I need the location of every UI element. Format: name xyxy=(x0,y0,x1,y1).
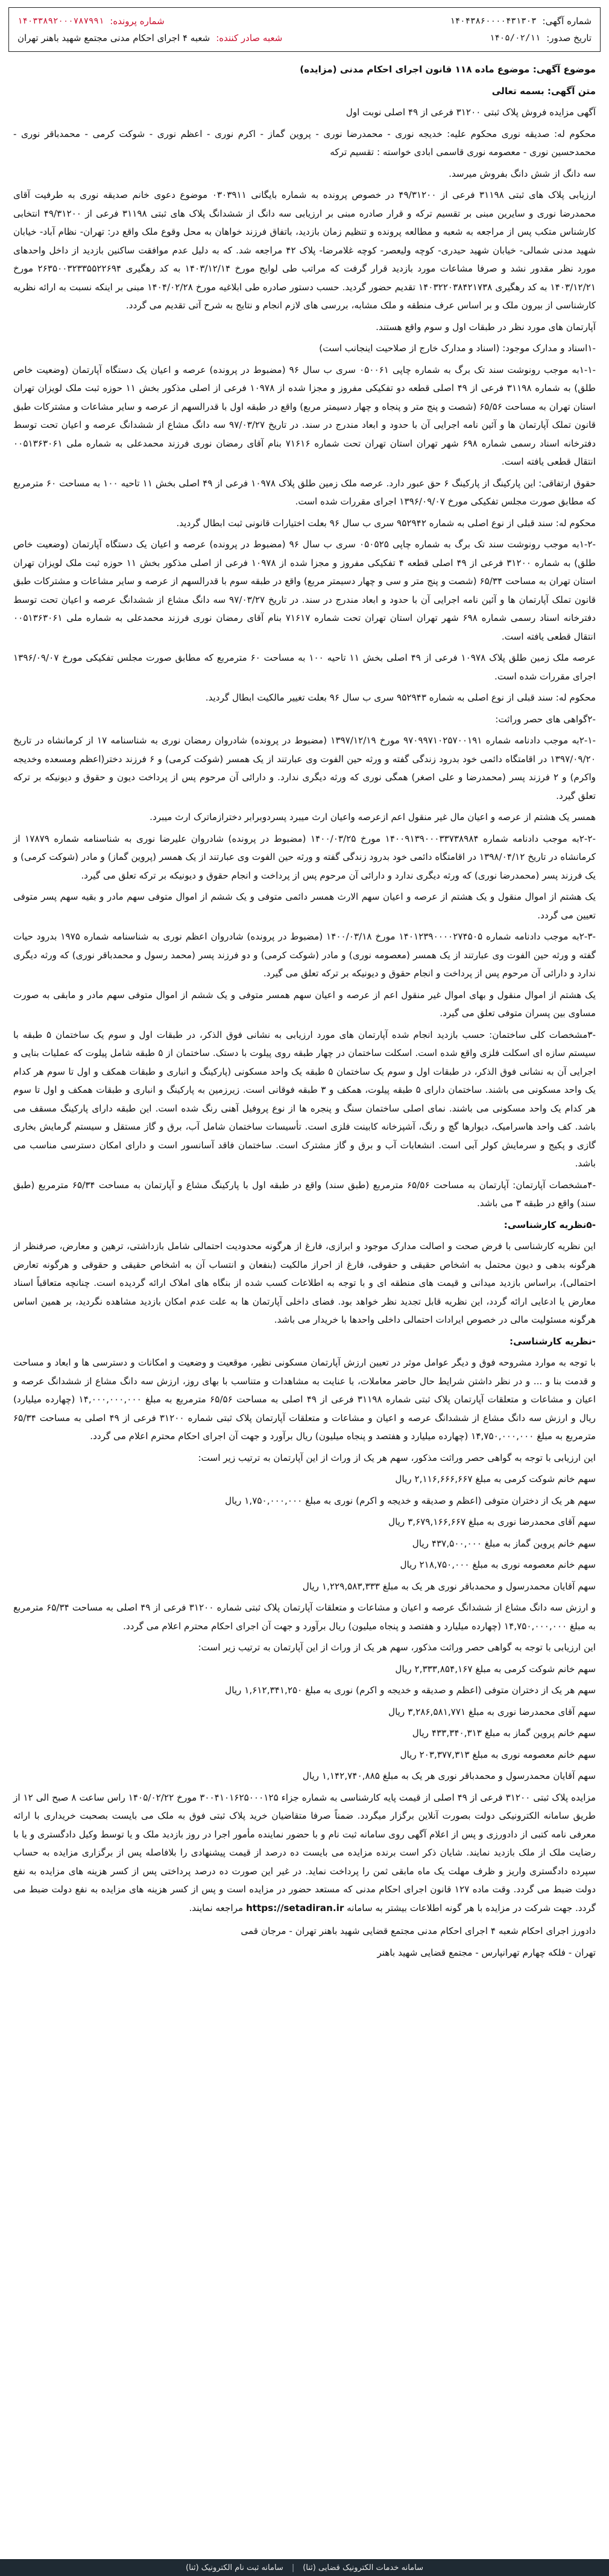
notice-number-label: شماره آگهی: xyxy=(542,16,592,27)
heirs-intro-a: این ارزیابی با توجه به گواهی حصر وراثت مذکور، سهم هر یک از وراث از این آپارتمان به ترتیب زیر است: xyxy=(198,1452,596,1463)
paragraph-documents-heading: -۱اسناد و مدارک موجود: (اسناد و مدارک خارج از صلاحیت اینجانب است) xyxy=(319,343,596,354)
paragraph-apartment-specs: -۴مشخصات آپارتمان: آپارتمان به مساحت ۶۵/۵۶ مترمربع (طبق سند) واقع در طبقه اول با پارکینگ مشاع و آپارتمان به مساحت ۶۵/۳۴ مترمربع (طبق سند) واقع در طبقه ۳ می باشد. xyxy=(13,1179,596,1209)
footer-bar xyxy=(0,2559,609,2576)
heir-share-line: سهم آقایان محمدرسول و محمدباقر نوری هر یک به مبلغ ۱,۱۴۲,۷۴۰,۸۸۵ ریال xyxy=(302,1770,596,1781)
paragraph-expert-disclaimer: این نظریه کارشناسی با فرض صحت و اصالت مدارک موجود و ابرازی، فارغ از هرگونه محدودیت احتمالی شامل بازداشتی، ترهین و معارض، صرفنظر از هرگونه بدهی و دیون محتمل به اشخاص حقیقی و حقوقی، فارغ از احراز مالکیت (بنفعان و انتساب آن به اشخاص حقیقی و حقوقی و هرگونه تعارض احتمالی)، براساس بازدید میدانی و قیمت های منطقه ای و با توجه به اطلاعات کسب شده از بنگاه های املاک ارائه گردیده است. چنانچه متعاقباً اسناد معارض یا ادعایی ارائه گردد، این نظریه قابل تجدید نظر خواهد بود. فضای داخلی آپارتمان ها به علت عدم امکان بازدید مشاهده نگردید، بر همین اساس هرگونه مسئولیت مالی در خصوص ایرادات احتمالی داخلی واحدها با خریدار می باشد. xyxy=(13,1241,596,1325)
heir-share-line: سهم خانم پروین گماز به مبلغ ۴۳۳,۳۴۰,۳۱۳ ریال xyxy=(412,1728,596,1738)
paragraph-expert-opinion-heading-2: -نظریه کارشناسی: xyxy=(510,1335,596,1347)
court-address: تهران - فلکه چهارم تهرانپارس - مجتمع قضایی شهید باهنر xyxy=(377,1947,596,1958)
header-row-top xyxy=(17,13,592,30)
paragraph-prior-deed-2: محکوم له: سند قبلی از نوع اصلی به شماره ۹۵۲۹۴۳ سری ب سال ۹۶ بعلت تغییر مالکیت ابطال گردید. xyxy=(205,692,596,703)
notice-body xyxy=(0,52,609,1962)
issue-date-label: تاریخ صدور: xyxy=(546,33,592,43)
paragraph-valuation-2: و ارزش سه دانگ مشاع از ششدانگ عرصه و اعیان و مشاعات و متعلقات آپارتمان پلاک ثبتی شماره ۳۱۲۰۰ فرعی از ۴۹ اصلی به مساحت ۶۵/۳۴ مترمربع به مبلغ ۱۴,۷۵۰,۰۰۰,۰۰۰ (چهارده میلیارد و هفتصد و پنجاه میلیون) ریال برآورد و جهت آن اجرای احکام محترم اعلام می گردد. xyxy=(13,1602,596,1632)
setad-link[interactable]: https://setadiran.ir xyxy=(245,1902,344,1913)
heir-share-line: سهم خانم شوکت کرمی به مبلغ ۲,۱۱۶,۶۶۶,۶۶۷ ریال xyxy=(395,1474,596,1484)
file-number xyxy=(17,16,165,27)
paragraph-land: عرصه ملک زمین طلق پلاک ۱۰۹۷۸ فرعی از ۴۹ اصلی بخش ۱۱ تاحیه ۱۰۰ به مساحت ۶۰ مترمربع که مطابق صورت مجلس تفکیکی مورخ ۱۳۹۶/۰۹/۰۷ اجرای مقررات شده است. xyxy=(13,652,596,682)
notice-text-heading: متن آگهی: بسمه تعالی xyxy=(491,85,596,97)
signature-line: دادورز اجرای احکام شعبه ۴ اجرای احکام مدنی مجتمع قضایی شهید باهنر تهران - مرجان قمی xyxy=(241,1926,596,1936)
notice-number xyxy=(450,16,592,27)
heir-share-line: سهم آقایان محمدرسول و محمدباقر نوری هر یک به مبلغ ۱,۲۲۹,۵۸۳,۳۳۳ ریال xyxy=(302,1580,596,1592)
branch-label: شعبه صادر کننده: xyxy=(216,33,283,43)
heir-share-line: سهم خانم معصومه نوری به مبلغ ۲۱۸,۷۵۰,۰۰۰ ریال xyxy=(400,1559,596,1570)
paragraph-deed-2: -۱-۲به موجب رونوشت سند تک برگ به شماره چاپی ۰۵۰۵۲۵ سری ب سال ۹۶ (مضبوط در پرونده) عرصه و اعیان یک دستگاه آپارتمان (وضعیت خاص طلق) به شماره ۳۱۲۰۰ فرعی از ۴۹ اصلی قطعه ۴ تفکیکی مفروز و مجزا شده از ۱۰۹۷۸ فرعی از اصلی مذکور بخش ۱۱ حوزه ثبت ملک لویزان تهران استان تهران به مساحت ۶۵/۳۴ (شصت و پنج متر و سی و چهار دسیمتر مربع) واقع در طبقه سوم با قدرالسهم از عرصه و سایر مشاعات و مشترکات طبق قانون تملک آپارتمان ها و آئین نامه اجرایی آن با حدود و ابعاد مندرج در سند. در تاریخ ۹۷/۰۳/۲۷ سه دانگ مشاع از ششدانگ عرصه و اعیان تحت توسط دفترخانه اسناد رسمی شماره ۶۹۸ شهر تهران استان تهران تحت شماره ۷۱۶۱۷ بنام آقای رمضان نوری فرزند محمدعلی به شماره ملی ۰۰۵۱۳۶۳۰۶۱ انتقال قطعی یافته است. xyxy=(13,539,596,642)
paragraph-inheritance-heading: -۲گواهی های حصر وراثت: xyxy=(495,713,596,725)
paragraph-floors: آپارتمان های مورد نظر در طبقات اول و سوم واقع هستند. xyxy=(376,321,596,332)
heir-share-line: سهم هر یک از دختران متوفی (اعظم و صدیقه و خدیجه و اکرم) نوری به مبلغ ۱,۷۵۰,۰۰۰,۰۰۰ ریال xyxy=(225,1495,596,1506)
paragraph-inheritance-2: -۲-۲به موجب دادنامه شماره ۱۴۰۰۹۱۳۹۰۰۰۳۳۷۳۸۹۸۴ مورخ ۱۴۰۰/۰۳/۲۵ (مضبوط در پرونده) شادروان علیرضا نوری به شناسنامه شماره ۱۷۸۷۹ از کرمانشاه در تاریخ ۱۳۹۸/۰۴/۱۲ در اقامتگاه دائمی خود بدرود زندگی گفته و ورثه حین الفوت وی عبارتند از یک همسر (پروین گماز) و مادر (شوکت کرمی) و یک فرزند پسر (محمدرضا نوری) که ورثه دیگری ندارد و دارائی آن مرحوم پس از پرداخت و انجام حقوق و دیونیکه بر ترکه تعلق می گیرد. xyxy=(13,833,596,881)
paragraph-inheritance-2-shares: یک هشتم از اموال منقول و یک هشتم از عرصه و اعیان سهم الارث همسر دائمی متوفی و یک ششم از اموال متوفی سهم مادر و بقیه سهم پسر متوفی تعیین می گردد. xyxy=(13,891,596,921)
notice-subject: موضوع آگهی: موضوع ماده ۱۱۸ قانون اجرای احکام مدنی (مزایده) xyxy=(300,64,596,75)
paragraph-appraisal: ارزیابی پلاک های ثبتی ۳۱۱۹۸ فرعی از ۴۹/۳۱۲۰۰ در خصوص پرونده به شماره بایگانی ۰۳۰۳۹۱۱ موضوع دعوی خانم صدیقه نوری به طرفیت آقای محمدرضا نوری و سایرین مبنی بر تقسیم ترکه و قرار صادره مبنی بر ارزیابی سه دانگ از ششدانگ پلاک های ثبتی ۳۱۱۹۸ فرعی از ۴۹/۳۱۲۰۰ انتخابی کارشناس متکب پس از مراجعه به شعبه و مطالعه پرونده و تنظیم زمان بازدید، باتفاق فرزند خواهان به محل وقوع ملک واقع در: تهران- نظام آباد- خیابان شهید مدنی شمالی- خیابان شهید حیدری- کوچه ولیعصر- کوچه غلامرضا- پلاک ۴۲ مراجعه شد. که به دلیل عدم موافقت ساکنین بازدید از داخل واحدهای مورد نظر مقدور نشد و صرفا مشاعات مورد بازدید قرار گرفت که مراتب طی لوایح مورخ ۱۴۰۳/۱۲/۱۴ به کد رهگیری ۲۶۳۵۰۰۳۲۳۳۵۵۲۲۶۹۴ مورخ ۱۴۰۳/۱۲/۲۱ به کد رهگیری ۱۴۰۳۲۲۰۳۸۴۲۱۷۳۸ تقدیم حضور گردید. حسب دستور صادره طی ابلاغیه مورخ ۱۴۰۴/۰۲/۲۸ مبنی بر اینکه نسبت به ارائه نظریه کارشناسی از بیرون ملک و بر اساس عرف منطقه و ملک مشابه، بررسی های لازم انجام و نتایج به شرح آتی تقدیم می گردد. xyxy=(13,189,596,311)
heir-share-line: سهم خانم پروین گماز به مبلغ ۴۳۷,۵۰۰,۰۰۰ ریال xyxy=(412,1538,596,1549)
paragraph-inheritance-1-shares: همسر یک هشتم از عرصه و اعیان مال غیر منقول اعم ازعرصه واعیان ارث میبرد پسردوبرابر دخترازماترک ارث میبرد. xyxy=(150,812,596,822)
header-row-bottom xyxy=(17,30,592,46)
auction-terms-end: مراجعه نمایند. xyxy=(189,1902,244,1913)
paragraph-easement: حقوق ارتفاقی: این پارکینگ از پارکینگ ۶ حق عبور دارد. عرصه ملک زمین طلق پلاک ۱۰۹۷۸ فرعی از ۴۹ اصلی بخش ۱۱ تاحیه ۱۰۰ به مساحت ۶۰ مترمربع که مطابق صورت مجلس تفکیکی مورخ ۱۳۹۶/۰۹/۰۷ اجرای مقررات شده است. xyxy=(13,477,596,507)
paragraph-inheritance-1: -۲-۱به موجب دادنامه شماره ۹۷۰۹۹۷۱۰۲۵۷۰۰۱۹۱ مورخ ۱۳۹۷/۱۲/۱۹ (مضبوط در پرونده) شادروان رمضان نوری به شناسنامه ۱۷ از کرمانشاه در تاریخ ۱۳۹۷/۰۹/۲۰ در اقامتگاه دائمی خود بدرود زندگی گفته و ورثه حین الفوت وی عبارتند از یک همسر (شوکت کرمی) و ۶ فرزند دختر(اعظم ومسعده وخدیجه واکرم) و ۲ فرزند پسر (محمدرضا و علی اصغر) همگی نوری که ورثه دیگری ندارد. و دارائی آن مرحوم پس از پرداخت دیون و حقوق و دیونیکه بر ترکه تعلق گیرد. xyxy=(13,735,596,801)
heir-share-line: سهم آقای محمدرضا نوری به مبلغ ۳,۶۷۹,۱۶۶,۶۶۷ ریال xyxy=(388,1516,596,1527)
paragraph-inheritance-3-shares: یک هشتم از اموال منقول و بهای اموال غیر منقول اعم از عرصه و اعیان سهم همسر متوفی و یک ششم از اموال متوفی سهم مادر و مابقی به صورت مساوی بین پسران متوفی تعلق می گیرد. xyxy=(13,989,596,1019)
paragraph-building-specs: -۳مشخصات کلی ساختمان: حسب بازدید انجام شده آپارتمان های مورد ارزیابی به نشانی فوق الذکر، در طبقات اول و سوم یک ساختمان ۵ طبقه با سیستم سازه ای اسکلت فلزی واقع شده است. اسکلت ساختمان در چهار طبقه روی پیلوت با دستک. ساختمان از ۵ طبقه شامل پیلوت که عملیات بنایی و اجرایی آن به نشانی فوق الذکر، در طبقات اول و سوم یک ساختمان ۵ طبقه یک واحد مسکونی (پارکینگ و انباری و طبقات همکف و اول تا سوم هر کدام یک واحد مسکونی می باشند. ساختمان دارای ۵ طبقه پیلوت، همکف و ۳ طبقه فوقانی است. زیرزمین به پارکینگ و انباری و طبقات همکف و اول تا سوم هر کدام یک واحد مسکونی می باشند. نمای اصلی ساختمان سنگ و پنجره ها از نوع پروفیل آهنی رنگ شده است. این طبقه دارای پارکینگ مسقف می باشد. کف واحد هاسرامیک، دیوارها گچ و رنگ، آشپزخانه کابینت فلزی است. تأسیسات ساختمان شامل آب، برق و گاز مستقل و سیستم گرمایش بخاری گازی و پکیج و سرمایش کولر آبی است. انشعابات آب و برق و گاز مشترک است. ساختمان فاقد آسانسور است و دارای امکان دسترسی مناسب می باشد. xyxy=(13,1029,596,1169)
auction-terms-text: مزایده پلاک ثبتی ۳۱۲۰۰ فرعی از ۴۹ اصلی از قیمت پایه کارشناسی به شماره جزاء ۳۰۰۴۱۰۱۶۲۵۰۰۰۱۲۵ مورخ ۱۴۰۵/۰۲/۲۲ راس ساعت ۸ صبح الی ۱۲ از طریق سامانه الکترونیکی دولت بصورت آنلاین برگزار میگردد. ضمناً صرفا متقاضیان خرید پلاک ثبتی فوق به ملک می بایست بصحبت خریداری با ارائه معرفی نامه کتبی از دادورزی و پس از اعلام آگهی روی سامانه ثبت نام و با حضور نماینده مأمور اجرا در روز بازدید ملک و یا توسط وکیل دادگستری و یا با رضایت ملک از ملک بازدید نمایند. شایان ذکر است برنده مزایده می بایست ده درصد از قیمت پیشنهادی را بلافاصله پس از برگزاری مزایده به حساب سپرده دادگستری واریز و ظرف مهلت یک ماه مابقی ثمن را پرداخت نماید. در غیر این صورت ده درصد پرداختی پس از کسر هزینه های مزایده به نفع دولت ضبط می گردد. وقت ماده ۱۲۷ قانون اجرای احکام مدنی که مستعد حضور در مزایده است و پس از کسر هزینه های مزایده به نفع دولت ضبط می گردد. جهت شرکت در مزایده با هر گونه اطلاعات بیشتر به سامانه xyxy=(13,1792,596,1913)
paragraph-auction-terms xyxy=(13,1789,596,1918)
heir-share-line: سهم خانم شوکت کرمی به مبلغ ۲,۳۳۳,۸۵۴,۱۶۷ ریال xyxy=(395,1663,596,1674)
notice-parties: محکوم له: صدیقه نوری محکوم علیه: خدیجه نوری - محمدرضا نوری - پروین گماز - اکرم نوری - اعظم نوری - شوکت کرمی - محمدباقر نوری - محمدحسین نوری - معصومه نوری قاسمی ابادی خواسته : تقسیم ترکه xyxy=(13,128,596,157)
paragraph-expert-opinion-heading: -۵نظریه کارشناسی: xyxy=(503,1219,596,1230)
notice-header xyxy=(8,7,601,52)
footer-link-sana-services[interactable]: سامانه خدمات الکترونیک قضایی (ثنا) xyxy=(303,2563,423,2572)
footer-link-sana-registration[interactable]: سامانه ثبت نام الکترونیک (ثنا) xyxy=(186,2563,283,2572)
heir-share-line: سهم هر یک از دختران متوفی (اعظم و صدیقه و خدیجه و اکرم) نوری به مبلغ ۱,۶۱۲,۳۴۱,۲۵۰ ریال xyxy=(225,1685,596,1696)
paragraph-deed-1: -۱-۱به موجب رونوشت سند تک برگ به شماره چاپی ۰۵۰۰۶۱ سری ب سال ۹۶ (مضبوط در پرونده) عرصه و اعیان یک دستگاه آپارتمان (وضعیت خاص طلق) به شماره ۳۱۱۹۸ فرعی از ۴۹ اصلی قطعه دو تفکیکی مفروز و مجزا شده از ۱۰۹۷۸ فرعی از اصلی مذکور بخش ۱۱ حوزه ثبت ملک لویزان تهران استان تهران به مساحت ۶۵/۵۶ (شصت و پنج متر و پنجاه و چهار دسیمتر مربع) واقع در طبقه اول با قدرالسهم از عرصه و سایر مشاعات و مشترکات طبق قانون تملک آپارتمان ها و آئین نامه اجرایی آن با حدود و ابعاد مندرج در سند. در تاریخ ۹۷/۰۳/۲۷ سه دانگ مشاع از ششدانگ عرصه و اعیان تحت توسط دفترخانه اسناد رسمی شماره ۶۹۸ شهر تهران استان تهران تحت شماره ۷۱۶۱۶ بنام آقای رمضان نوری فرزند محمدعلی به شماره ملی ۰۰۵۱۳۶۳۰۶۱ انتقال قطعی یافته است. xyxy=(13,364,596,467)
footer-separator: | xyxy=(291,2563,295,2572)
notice-intro: آگهی مزایده فروش پلاک ثبتی ۳۱۲۰۰ فرعی از ۴۹ اصلی نوبت اول xyxy=(346,107,596,118)
heirs-intro-b: این ارزیابی با توجه به گواهی حصر وراثت مذکور، سهم هر یک از وراث از این آپارتمان به ترتیب زیر است: xyxy=(198,1642,596,1653)
notice-number-value: ۱۴۰۴۳۸۶۰۰۰۰۴۳۱۳۰۳ xyxy=(450,16,537,26)
notice-shares: سه دانگ از شش دانگ بفروش میرسد. xyxy=(449,168,596,179)
paragraph-prior-deed-1: محکوم له: سند قبلی از نوع اصلی به شماره ۹۵۲۹۴۲ سری ب سال ۹۶ بعلت اختیارات قانونی ثبت ابطال گردید. xyxy=(176,517,596,529)
file-number-value: ۱۴۰۳۳۸۹۲۰۰۰۷۸۷۹۹۱ xyxy=(17,16,104,26)
issue-date xyxy=(490,33,592,43)
paragraph-inheritance-3: -۲-۳به موجب دادنامه شماره ۱۴۰۱۲۳۹۰۰۰۰۲۷۴۵۰۵ مورخ ۱۴۰۰/۰۳/۱۸ (مضبوط در پرونده) شادروان اعظم نوری به شناسنامه شماره ۱۹۷۵ بدرود حیات گفته و ورثه حین الفوت وی عبارتند از یک همسر (معصومه نوری) و مادر (شوکت کرمی) و دو فرزند پسر (محمد رسول و محمدباقر نوری) که ورثه دیگری ندارد و دارائی آن مرحوم پس از پرداخت و انجام حقوق و دیونیکه بر ترکه تعلق می گیرد. xyxy=(13,931,596,979)
file-number-label: شماره پرونده: xyxy=(110,16,165,27)
heir-share-line: سهم خانم معصومه نوری به مبلغ ۲۰۳,۳۷۷,۳۱۳ ریال xyxy=(400,1749,596,1760)
paragraph-valuation: با توجه به موارد مشروحه فوق و دیگر عوامل موثر در تعیین ارزش آپارتمان مسکونی نظیر، موقعیت و وضعیت و امکانات و دسترسی ها و ابعاد و مساحت و قدمت بنا و ... و در نظر داشتن شرایط حال حاضر معاملات، با عنایت به مشاهدات و متناسب با بهای روز، ارزش سه دانگ مشاع از ششدانگ عرصه و اعیان و مشاعات و متعلقات آپارتمان پلاک ثبتی شماره ۳۱۱۹۸ فرعی از ۴۹ اصلی به مساحت ۶۵/۵۶ مترمربع به مبلغ ۱۴,۰۰۰,۰۰۰,۰۰۰ (چهارده میلیارد) ریال و ارزش سه دانگ مشاع از ششدانگ عرصه و اعیان و مشاعات و متعلقات آپارتمان پلاک ثبتی شماره ۳۱۲۰۰ فرعی از ۴۹ اصلی به مساحت ۶۵/۳۴ مترمربع به مبلغ ۱۴,۷۵۰,۰۰۰,۰۰۰ (چهارده میلیارد و هفتصد و پنجاه میلیون) ریال برآورد و جهت آن اجرای احکام محترم اعلام می گردد. xyxy=(13,1357,596,1442)
issuing-branch xyxy=(17,33,282,43)
heir-share-line: سهم آقای محمدرضا نوری به مبلغ ۳,۲۸۶,۵۸۱,۷۷۱ ریال xyxy=(388,1706,596,1717)
issue-date-value: ۱۴۰۵/۰۲/۱۱ xyxy=(489,33,541,43)
branch-value: شعبه ۴ اجرای احکام مدنی مجتمع شهید باهنر تهران xyxy=(17,33,210,43)
